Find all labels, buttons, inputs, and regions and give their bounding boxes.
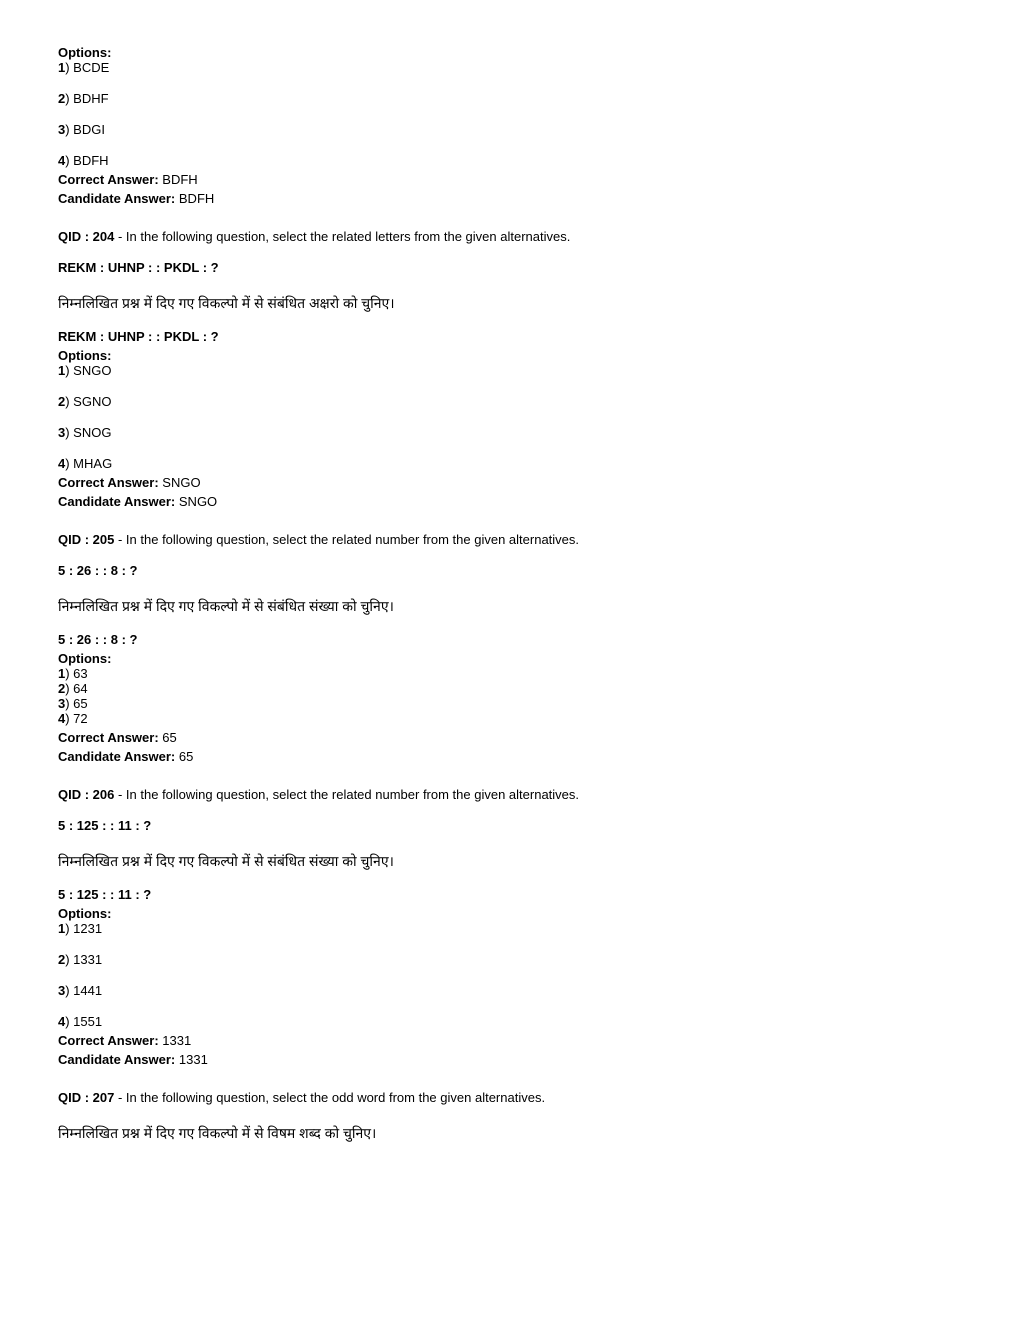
qid-label: QID : 204 (58, 229, 115, 244)
option-2 (58, 394, 982, 409)
option-4 (58, 153, 982, 168)
candidate-answer-value: 65 (178, 749, 194, 764)
correct-answer-value: SNGO (162, 475, 201, 490)
option-text: ) BDHF (65, 91, 109, 106)
candidate-answer (58, 1052, 982, 1067)
qid-heading (58, 229, 982, 244)
stem-repeat: REKM : UHNP : : PKDL : ? (58, 329, 219, 344)
question-description: - In the following question, select the related letters from the given alternatives. (117, 229, 571, 244)
option-text: ) SNGO (65, 363, 112, 378)
option-number: 2 (58, 91, 66, 106)
option-3 (58, 696, 982, 711)
option-number: 3 (58, 696, 66, 711)
qid-label: QID : 205 (58, 532, 115, 547)
option-3 (58, 983, 982, 998)
correct-answer-value: BDFH (162, 172, 198, 187)
options-label: Options: (58, 651, 112, 666)
candidate-answer (58, 191, 982, 206)
stem-hindi: निम्नलिखित प्रश्न में दिए गए विकल्पो में से संबंधित संख्या को चुनिए। (58, 853, 394, 869)
question-block-204 (58, 229, 982, 509)
option-number: 4 (58, 153, 66, 168)
option-4 (58, 456, 982, 471)
option-number: 2 (58, 394, 66, 409)
option-2 (58, 952, 982, 967)
stem-repeat: 5 : 125 : : 11 : ? (58, 887, 152, 902)
question-description: - In the following question, select the odd word from the given alternatives. (117, 1090, 546, 1105)
candidate-answer-label: Candidate Answer: (58, 191, 176, 206)
correct-answer-label: Correct Answer: (58, 475, 159, 490)
option-4 (58, 711, 982, 726)
option-4 (58, 1014, 982, 1029)
correct-answer-label: Correct Answer: (58, 1033, 159, 1048)
candidate-answer-label: Candidate Answer: (58, 1052, 176, 1067)
option-number: 2 (58, 952, 66, 967)
qid-label: QID : 206 (58, 787, 115, 802)
candidate-answer-value: SNGO (178, 494, 218, 509)
candidate-answer (58, 494, 982, 509)
option-number: 1 (58, 921, 66, 936)
correct-answer-label: Correct Answer: (58, 172, 159, 187)
option-text: ) BCDE (65, 60, 110, 75)
qid-heading (58, 787, 982, 802)
correct-answer-value: 1331 (162, 1033, 192, 1048)
candidate-answer-value: BDFH (178, 191, 215, 206)
option-1 (58, 60, 982, 75)
option-text: ) 64 (65, 681, 88, 696)
option-text: ) MHAG (65, 456, 113, 471)
option-number: 2 (58, 681, 66, 696)
options-label: Options: (58, 906, 112, 921)
correct-answer (58, 475, 982, 490)
option-text: ) 65 (65, 696, 88, 711)
qid-heading (58, 1090, 982, 1105)
option-number: 4 (58, 456, 66, 471)
option-text: ) SNOG (65, 425, 112, 440)
option-text: ) 63 (65, 666, 88, 681)
options-label: Options: (58, 45, 112, 60)
option-text: ) 1551 (65, 1014, 103, 1029)
stem-hindi: निम्नलिखित प्रश्न में दिए गए विकल्पो में से संबंधित अक्षरो को चुनिए। (58, 295, 395, 311)
option-1 (58, 921, 982, 936)
candidate-answer (58, 749, 982, 764)
option-3 (58, 122, 982, 137)
options-label: Options: (58, 348, 112, 363)
option-text: ) 1441 (65, 983, 103, 998)
option-1 (58, 363, 982, 378)
stem-hindi: निम्नलिखित प्रश्न में दिए गए विकल्पो में से संबंधित संख्या को चुनिए। (58, 598, 394, 614)
carryover-block (58, 45, 982, 206)
option-text: ) 72 (65, 711, 88, 726)
stem-english: 5 : 125 : : 11 : ? (58, 818, 152, 833)
option-text: ) BDFH (65, 153, 109, 168)
correct-answer (58, 1033, 982, 1048)
option-text: ) 1331 (65, 952, 103, 967)
option-text: ) BDGI (65, 122, 105, 137)
option-text: ) SGNO (65, 394, 112, 409)
qid-label: QID : 207 (58, 1090, 115, 1105)
stem-hindi: निम्नलिखित प्रश्न में दिए गए विकल्पो में से विषम शब्द को चुनिए। (58, 1125, 377, 1141)
candidate-answer-value: 1331 (178, 1052, 208, 1067)
stem-repeat: 5 : 26 : : 8 : ? (58, 632, 138, 647)
qid-heading (58, 532, 982, 547)
option-number: 4 (58, 1014, 66, 1029)
option-number: 1 (58, 363, 66, 378)
option-1 (58, 666, 982, 681)
option-number: 3 (58, 122, 66, 137)
option-text: ) 1231 (65, 921, 103, 936)
question-description: - In the following question, select the related number from the given alternatives. (117, 787, 580, 802)
correct-answer-value: 65 (162, 730, 177, 745)
option-number: 1 (58, 666, 66, 681)
candidate-answer-label: Candidate Answer: (58, 494, 176, 509)
option-number: 3 (58, 983, 66, 998)
correct-answer-label: Correct Answer: (58, 730, 159, 745)
question-block-205 (58, 532, 982, 764)
question-block-206 (58, 787, 982, 1067)
correct-answer (58, 730, 982, 745)
stem-english: 5 : 26 : : 8 : ? (58, 563, 138, 578)
option-number: 4 (58, 711, 66, 726)
candidate-answer-label: Candidate Answer: (58, 749, 176, 764)
option-number: 1 (58, 60, 66, 75)
stem-english: REKM : UHNP : : PKDL : ? (58, 260, 219, 275)
correct-answer (58, 172, 982, 187)
question-block-207 (58, 1090, 982, 1143)
question-description: - In the following question, select the related number from the given alternatives. (117, 532, 580, 547)
option-2 (58, 681, 982, 696)
option-2 (58, 91, 982, 106)
option-3 (58, 425, 982, 440)
option-number: 3 (58, 425, 66, 440)
